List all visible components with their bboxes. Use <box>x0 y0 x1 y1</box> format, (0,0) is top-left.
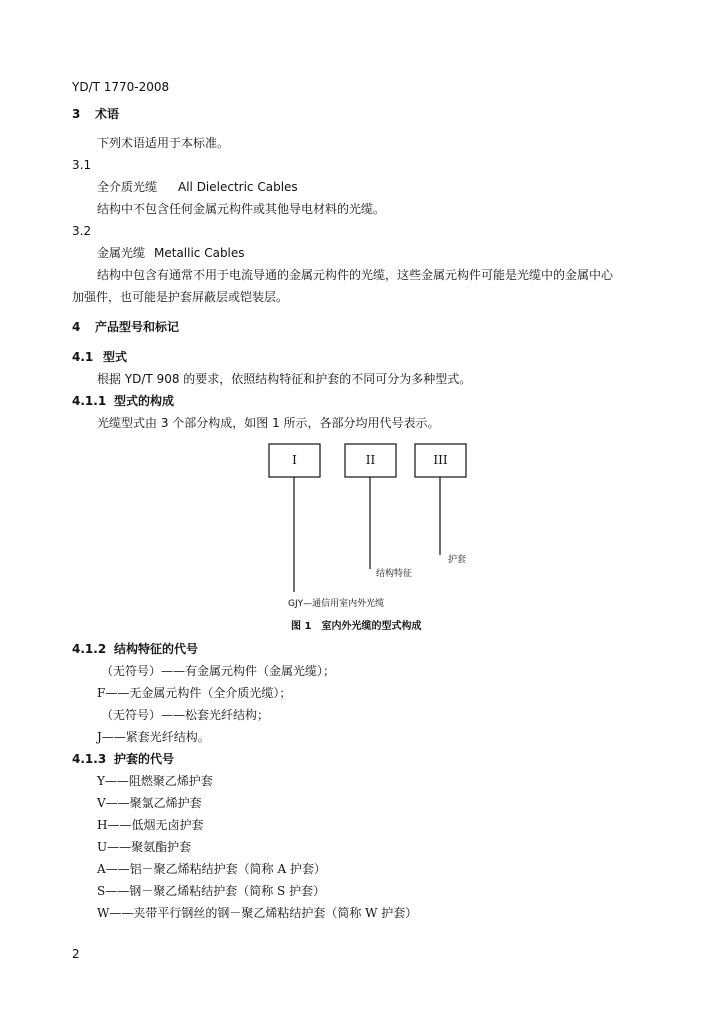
list-item: J——紧套光纤结构。 <box>97 730 210 744</box>
list-item: H——低烟无卤护套 <box>97 818 204 832</box>
clause-3-1-term-en: All Dielectric Cables <box>178 180 298 194</box>
clause-4-1-text: 根据 YD/T 908 的要求，依照结构特征和护套的不同可分为多种型式。 <box>97 372 472 386</box>
list-item: （无符号）——有金属元构件（金属光缆）； <box>101 664 336 678</box>
list-item: U——聚氨酯护套 <box>97 840 192 854</box>
list-item: Y——阻燃聚乙烯护套 <box>97 774 213 788</box>
clause-4-1-2-number: 4.1.2 <box>72 642 107 656</box>
page-number: 2 <box>72 947 80 961</box>
section-3-intro: 下列术语适用于本标准。 <box>97 136 230 150</box>
list-item: （无符号）——松套光纤结构； <box>101 708 270 722</box>
section-4-title: 产品型号和标记 <box>95 320 180 334</box>
clause-4-1-1-title: 型式的构成 <box>114 394 175 408</box>
figure-box-2-label: II <box>365 453 376 467</box>
clause-4-1-title: 型式 <box>103 350 128 364</box>
clause-3-1-number: 3.1 <box>72 158 92 172</box>
list-item: S——钢－聚乙烯粘结护套（简称 S 护套） <box>97 884 326 898</box>
figure-label-gjy: GJY—通信用室内外光缆 <box>288 599 385 609</box>
list-item: V——聚氯乙烯护套 <box>97 796 202 810</box>
section-4-number: 4 <box>72 320 81 334</box>
figure-1-caption: 图 1 室内外光缆的型式构成 <box>291 621 422 632</box>
figure-label-sheath: 护套 <box>448 555 467 565</box>
list-item: A——铝－聚乙烯粘结护套（简称 A 护套） <box>97 862 326 876</box>
section-3-title: 术语 <box>95 107 120 121</box>
clause-4-1-number: 4.1 <box>72 350 94 364</box>
clause-4-1-3-number: 4.1.3 <box>72 752 107 766</box>
standard-number: YD/T 1770-2008 <box>72 80 170 94</box>
clause-3-2-term: 金属光缆 <box>97 246 146 260</box>
clause-4-1-1-number: 4.1.1 <box>72 394 107 408</box>
clause-3-2-definition-line1: 结构中包含有通常不用于电流导通的金属元构件的光缆，这些金属元构件可能是光缆中的金属中心 <box>97 268 614 282</box>
list-item: F——无金属元构件（全介质光缆）； <box>97 686 292 700</box>
clause-3-2-term-en: Metallic Cables <box>154 246 245 260</box>
clause-3-2-definition-line2: 加强件，也可能是护套屏蔽层或铠装层。 <box>72 290 289 304</box>
clause-4-1-1-text: 光缆型式由 3 个部分构成，如图 1 所示，各部分均用代号表示。 <box>97 416 440 430</box>
clause-4-1-2-title: 结构特征的代号 <box>114 642 199 656</box>
list-item: W——夹带平行钢丝的钢－聚乙烯粘结护套（简称 W 护套） <box>97 906 418 920</box>
figure-label-structure: 结构特征 <box>376 569 413 579</box>
clause-4-1-3-title: 护套的代号 <box>114 752 175 766</box>
figure-box-3-label: III <box>433 453 448 467</box>
clause-3-1-term: 全介质光缆 <box>97 180 158 194</box>
clause-3-1-definition: 结构中不包含任何金属元构件或其他导电材料的光缆。 <box>97 202 386 216</box>
clause-3-2-number: 3.2 <box>72 224 92 238</box>
figure-box-1-label: I <box>292 453 297 467</box>
section-3-number: 3 <box>72 107 81 121</box>
